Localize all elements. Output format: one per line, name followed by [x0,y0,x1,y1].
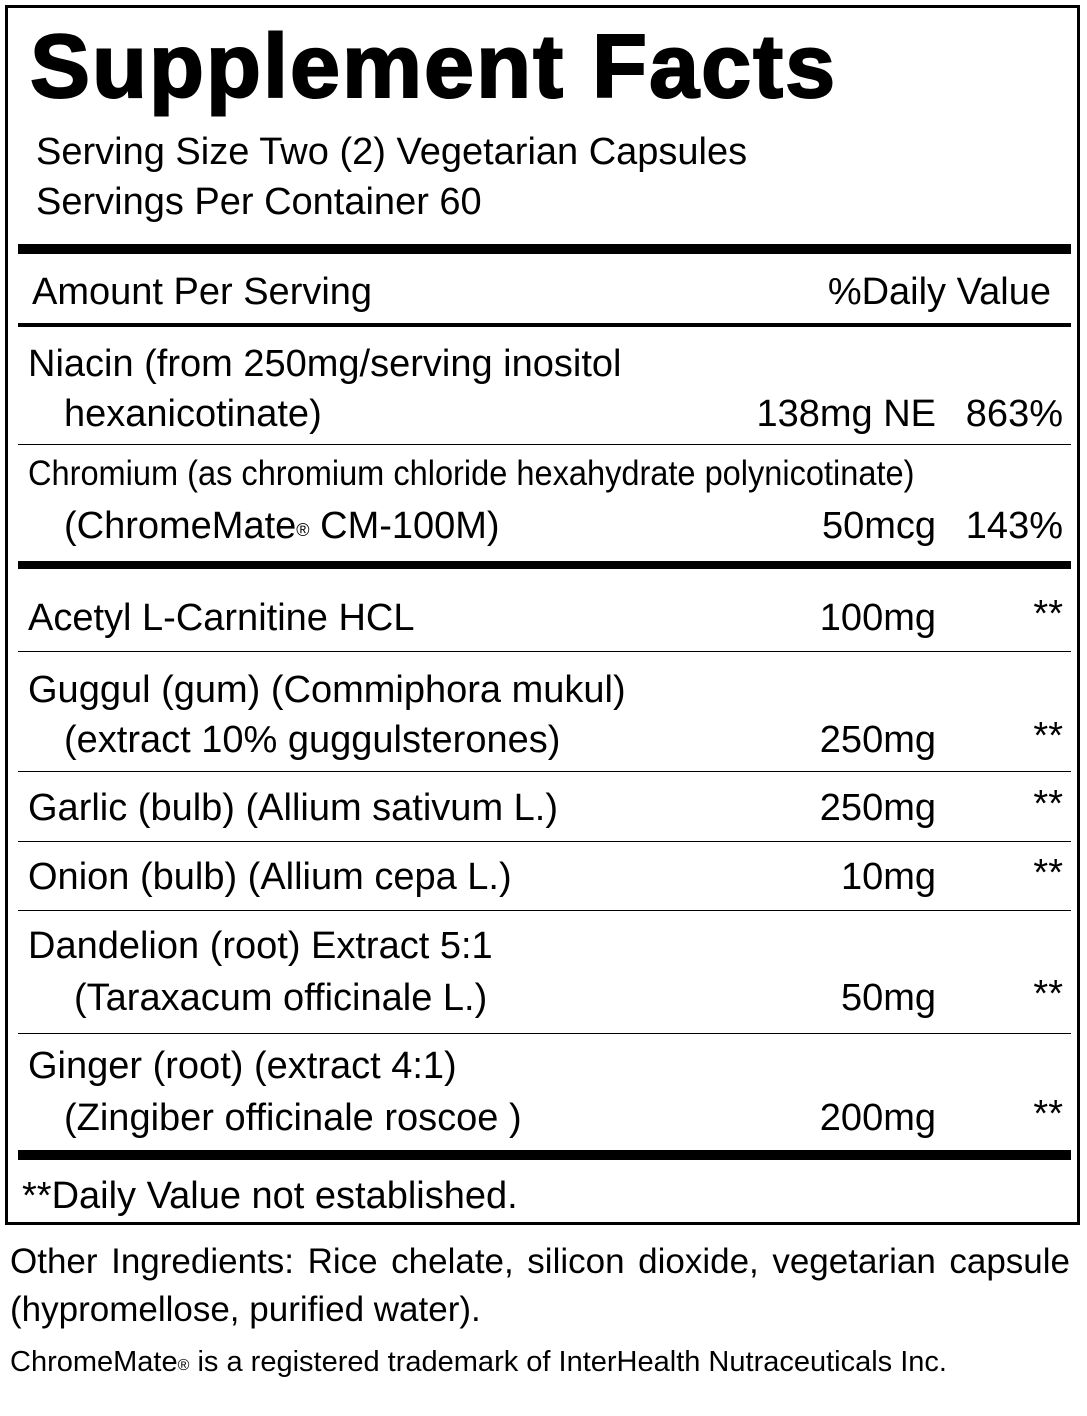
ingredient-name: Niacin (from 250mg/serving inositol [28,343,622,385]
row-divider [18,1033,1071,1034]
ingredient-dv: 863% [965,393,1063,435]
amount-per-serving-header: Amount Per Serving [32,271,373,313]
ingredient-dv: ** [1033,783,1063,825]
ingredient-name: Ginger (root) (extract 4:1) [28,1045,457,1087]
ingredient-amount: 250mg [819,787,936,829]
ingredient-amount: 200mg [819,1097,936,1139]
ingredient-dv: ** [1033,593,1063,635]
ingredient-dv: ** [1033,715,1063,757]
row-divider [18,910,1071,911]
medium-divider [18,323,1071,327]
footnote: **Daily Value not established. [22,1175,518,1217]
row-divider [18,444,1071,445]
ingredient-name: Chromium (as chromium chloride hexahydrate polynicotinate) [28,454,915,493]
ingredient-amount: 100mg [819,597,936,639]
ingredient-name-cont: (ChromeMate® CM-100M) [64,505,500,547]
servings-per-container: Servings Per Container 60 [36,181,482,223]
ingredient-name-cont: (extract 10% guggulsterones) [64,719,561,761]
ingredient-name-cont: (Taraxacum officinale L.) [74,977,488,1019]
row-divider [18,771,1071,772]
registered-mark: ® [177,1357,190,1374]
row-divider [18,651,1071,652]
ingredient-amount: 10mg [840,856,936,898]
ingredient-name: Guggul (gum) (Commiphora mukul) [28,669,626,711]
daily-value-header: %Daily Value [827,271,1051,313]
serving-size: Serving Size Two (2) Vegetarian Capsules [36,131,748,173]
other-ingredients: Other Ingredients: Rice chelate, silicon dioxide, vegetarian capsule (hypromellose, purified water). [10,1242,1070,1329]
row-divider [18,841,1071,842]
trademark-notice: ChromeMate® is a registered trademark of InterHealth Nutraceuticals Inc. [10,1346,947,1378]
ingredient-dv: ** [1033,973,1063,1015]
ingredient-name-cont: (Zingiber officinale roscoe ) [64,1097,522,1139]
ingredient-name: Dandelion (root) Extract 5:1 [28,925,493,967]
thick-divider [18,1150,1071,1160]
thick-divider [18,561,1071,569]
ingredient-name-cont: hexanicotinate) [64,393,322,435]
registered-mark: ® [296,520,310,540]
ingredient-amount: 50mg [840,977,936,1019]
ingredient-amount: 138mg NE [756,393,936,435]
ingredient-name: Garlic (bulb) (Allium sativum L.) [28,787,558,829]
ingredient-amount: 250mg [819,719,936,761]
ingredient-amount: 50mcg [821,505,936,547]
ingredient-name: Acetyl L-Carnitine HCL [28,597,415,639]
panel-title: Supplement Facts [30,17,838,117]
supplement-facts-panel [5,5,1080,1225]
ingredient-dv: ** [1033,1093,1063,1135]
thick-divider [18,244,1071,254]
ingredient-name: Onion (bulb) (Allium cepa L.) [28,856,512,898]
ingredient-dv: 143% [965,505,1063,547]
ingredient-dv: ** [1033,852,1063,894]
